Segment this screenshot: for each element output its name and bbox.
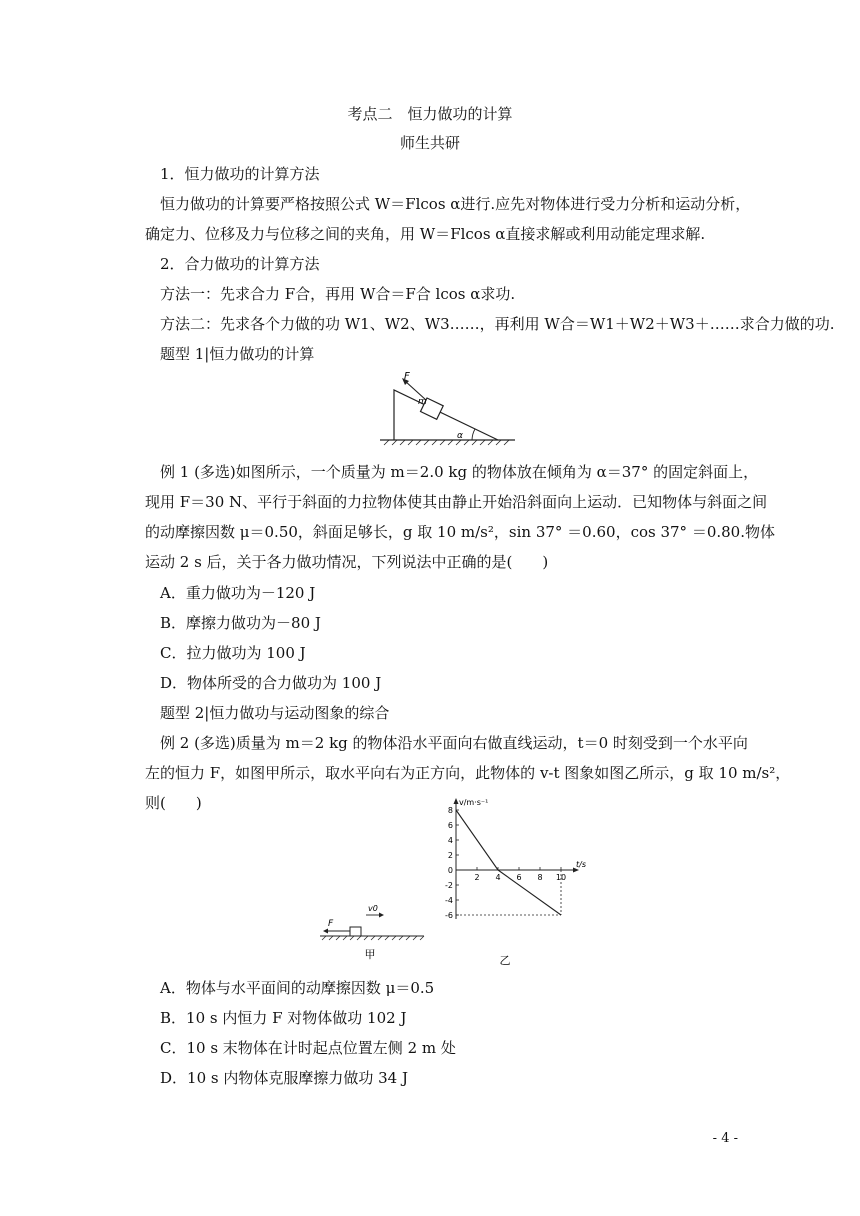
example1-line: 例 1 (多选)如图所示，一个质量为 m＝2.0 kg 的物体放在倾角为 α＝37° 的固定斜面上， xyxy=(160,463,759,481)
y-tick-label: 4 xyxy=(447,836,453,845)
force-label: F xyxy=(328,919,334,929)
x-tick-label: 10 xyxy=(555,873,567,882)
force-arrowhead xyxy=(323,929,328,934)
section-subtitle: 师生共研 xyxy=(399,134,460,152)
figure-jia xyxy=(318,895,428,961)
mass-label: m xyxy=(418,397,427,407)
y-tick-label: 6 xyxy=(447,821,453,830)
y-axis-arrowhead xyxy=(454,798,459,804)
velocity-arrowhead xyxy=(379,913,384,918)
y-tick-label: -2 xyxy=(445,881,453,890)
example1-option-a: A．重力做功为－120 J xyxy=(160,584,316,602)
heading-method-2: 2．合力做功的计算方法 xyxy=(160,255,320,273)
example2-line: 例 2 (多选)质量为 m＝2 kg 的物体沿水平面向右做直线运动，t＝0 时刻受到一个水平向 xyxy=(160,734,748,752)
page-number: - 4 - xyxy=(712,1131,738,1146)
incline-triangle xyxy=(394,390,498,440)
example2-option-a: A．物体与水平面间的动摩擦因数 μ＝0.5 xyxy=(160,979,435,997)
y-tick-label: 2 xyxy=(447,851,453,860)
example1-line: 现用 F＝30 N、平行于斜面的力拉物体使其由静止开始沿斜面向上运动．已知物体与斜面之间 xyxy=(145,493,768,511)
velocity-label: v0 xyxy=(368,904,378,913)
example2-line: 则( ) xyxy=(145,794,202,812)
y-tick-label: -6 xyxy=(445,911,453,920)
figure-jia-caption: 甲 xyxy=(364,948,376,961)
paragraph-line: 方法一：先求合力 F合，再用 W合＝F合 lcos α求功. xyxy=(160,285,516,303)
figure-yi-caption: 乙 xyxy=(499,954,511,967)
example1-line: 的动摩擦因数 μ＝0.50，斜面足够长，g 取 10 m/s²，sin 37° ＝0.60，cos 37° ＝0.80.物体 xyxy=(145,523,775,541)
angle-label: α xyxy=(457,431,463,441)
section-title: 考点二 恒力做功的计算 xyxy=(347,105,513,123)
paragraph-line: 确定力、位移及力与位移之间的夹角，用 W＝Flcos α直接求解或利用动能定理求解. xyxy=(145,225,706,243)
example2-option-b: B．10 s 内恒力 F 对物体做功 102 J xyxy=(160,1009,407,1027)
vt-line-segment-1 xyxy=(456,810,498,870)
incline-figure xyxy=(380,368,515,448)
type1-heading: 题型 1|恒力做功的计算 xyxy=(160,345,315,363)
type2-heading: 题型 2|恒力做功与运动图象的综合 xyxy=(160,704,390,722)
paragraph-line: 方法二：先求各个力做的功 W1、W2、W3……，再利用 W合＝W1＋W2＋W3＋……求合力做的功. xyxy=(160,315,835,333)
heading-method-1: 1．恒力做功的计算方法 xyxy=(160,165,320,183)
figure-yi-vt-chart xyxy=(430,798,586,968)
paragraph-line: 恒力做功的计算要严格按照公式 W＝Flcos α进行.应先对物体进行受力分析和运动分析， xyxy=(160,195,751,213)
angle-arc xyxy=(472,429,475,440)
example1-option-b: B．摩擦力做功为－80 J xyxy=(160,614,321,632)
y-tick-label: 8 xyxy=(447,806,453,815)
x-tick-label: 8 xyxy=(537,873,543,882)
example2-line: 左的恒力 F，如图甲所示，取水平向右为正方向，此物体的 v-t 图象如图乙所示，g 取 10 m/s²， xyxy=(145,764,791,782)
example2-option-c: C．10 s 末物体在计时起点位置左侧 2 m 处 xyxy=(160,1039,456,1057)
x-tick-label: 4 xyxy=(495,873,501,882)
block xyxy=(350,927,361,936)
y-axis-label: v/m·s⁻¹ xyxy=(459,798,489,807)
example1-option-d: D．物体所受的合力做功为 100 J xyxy=(160,674,382,692)
example1-option-c: C．拉力做功为 100 J xyxy=(160,644,306,662)
example1-line: 运动 2 s 后，关于各力做功情况，下列说法中正确的是( ) xyxy=(145,553,549,571)
force-label: F xyxy=(404,371,410,382)
example2-option-d: D．10 s 内物体克服摩擦力做功 34 J xyxy=(160,1069,408,1087)
x-tick-label: 2 xyxy=(474,873,480,882)
ground-hatching xyxy=(322,936,424,940)
ground-hatching xyxy=(384,440,509,445)
x-tick-label: 6 xyxy=(516,873,522,882)
x-axis-label: t/s xyxy=(576,860,586,869)
vt-line-segment-2 xyxy=(498,870,561,915)
y-tick-label: 0 xyxy=(447,866,453,875)
y-tick-label: -4 xyxy=(445,896,453,905)
